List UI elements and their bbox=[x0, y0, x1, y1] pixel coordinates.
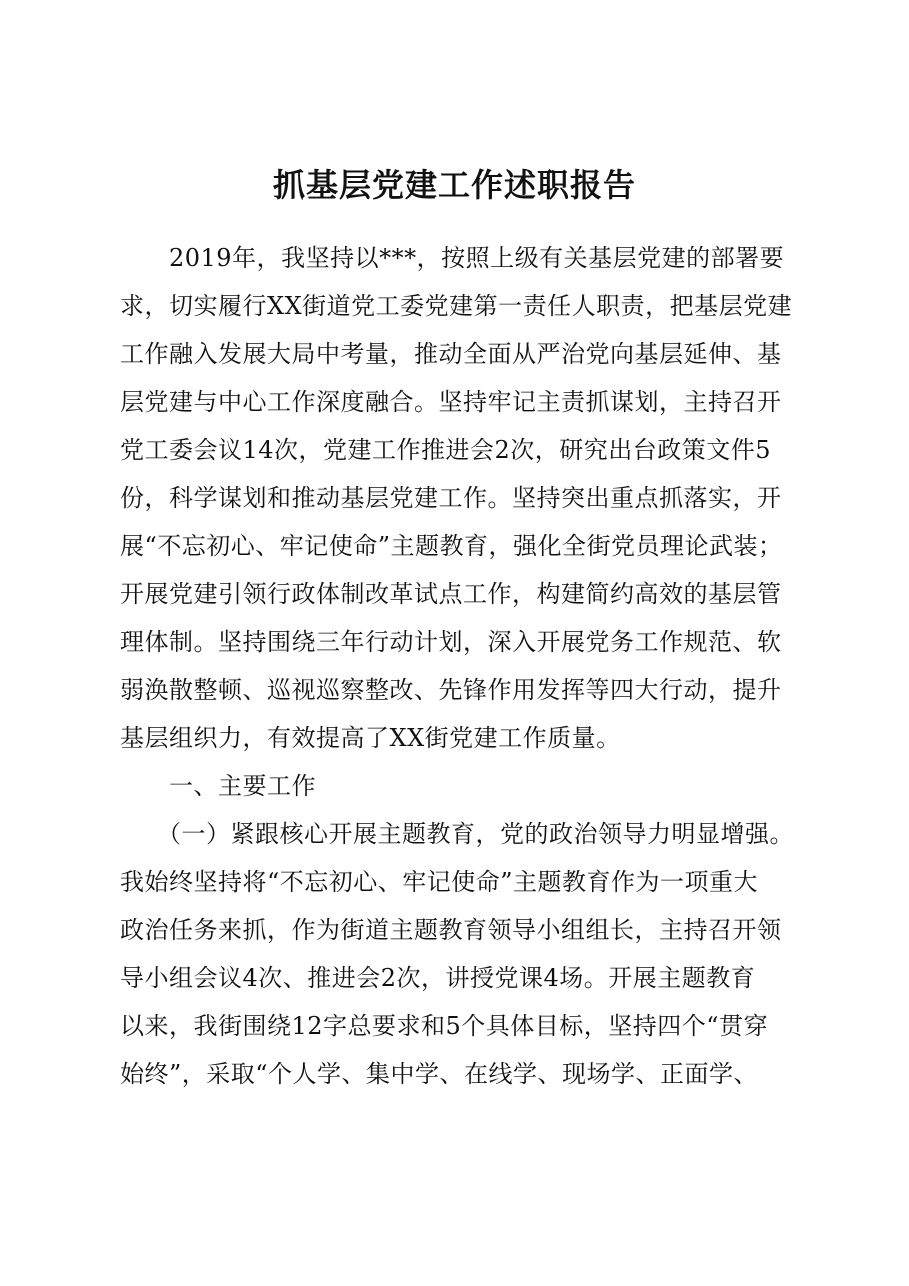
body-line: 层党建与中心工作深度融合。坚持牢记主责抓谋划，主持召开 bbox=[120, 388, 782, 416]
section-heading: 一、主要工作 bbox=[120, 772, 316, 800]
subsection-heading-line: （一）紧跟核心开展主题教育，党的政治领导力明显增强。 bbox=[120, 820, 794, 848]
body-line: 导小组会议4次、推进会2次，讲授党课4场。开展主题教育 bbox=[120, 964, 756, 992]
document-body bbox=[120, 234, 794, 1098]
body-line: 党工委会议14次，党建工作推进会2次，研究出台政策文件5 bbox=[120, 436, 772, 464]
document-title: 抓基层党建工作述职报告 bbox=[272, 166, 636, 204]
body-line: 以来，我街围绕12字总要求和5个具体目标，坚持四个“贯穿 bbox=[120, 1012, 769, 1040]
body-line: 求，切实履行XX街道党工委党建第一责任人职责，把基层党建 bbox=[120, 292, 793, 320]
body-line: 2019年，我坚持以***，按照上级有关基层党建的部署要 bbox=[120, 244, 785, 272]
body-line: 份，科学谋划和推动基层党建工作。坚持突出重点抓落实，开 bbox=[120, 484, 782, 512]
body-line: 开展党建引领行政体制改革试点工作，构建简约高效的基层管 bbox=[120, 580, 782, 608]
body-line: 展“不忘初心、牢记使命”主题教育，强化全街党员理论武装； bbox=[120, 532, 783, 560]
body-line: 工作融入发展大局中考量，推动全面从严治党向基层延伸、基 bbox=[120, 340, 782, 368]
body-line: 我始终坚持将“不忘初心、牢记使命”主题教育作为一项重大 bbox=[120, 868, 759, 896]
body-line: 政治任务来抓，作为街道主题教育领导小组组长，主持召开领 bbox=[120, 916, 782, 944]
body-line: 理体制。坚持围绕三年行动计划，深入开展党务工作规范、软 bbox=[120, 628, 782, 656]
body-line: 弱涣散整顿、巡视巡察整改、先锋作用发挥等四大行动，提升 bbox=[120, 676, 782, 704]
body-line: 基层组织力，有效提高了XX街党建工作质量。 bbox=[120, 724, 621, 752]
body-line: 始终”，采取“个人学、集中学、在线学、现场学、正面学、 bbox=[120, 1060, 759, 1088]
